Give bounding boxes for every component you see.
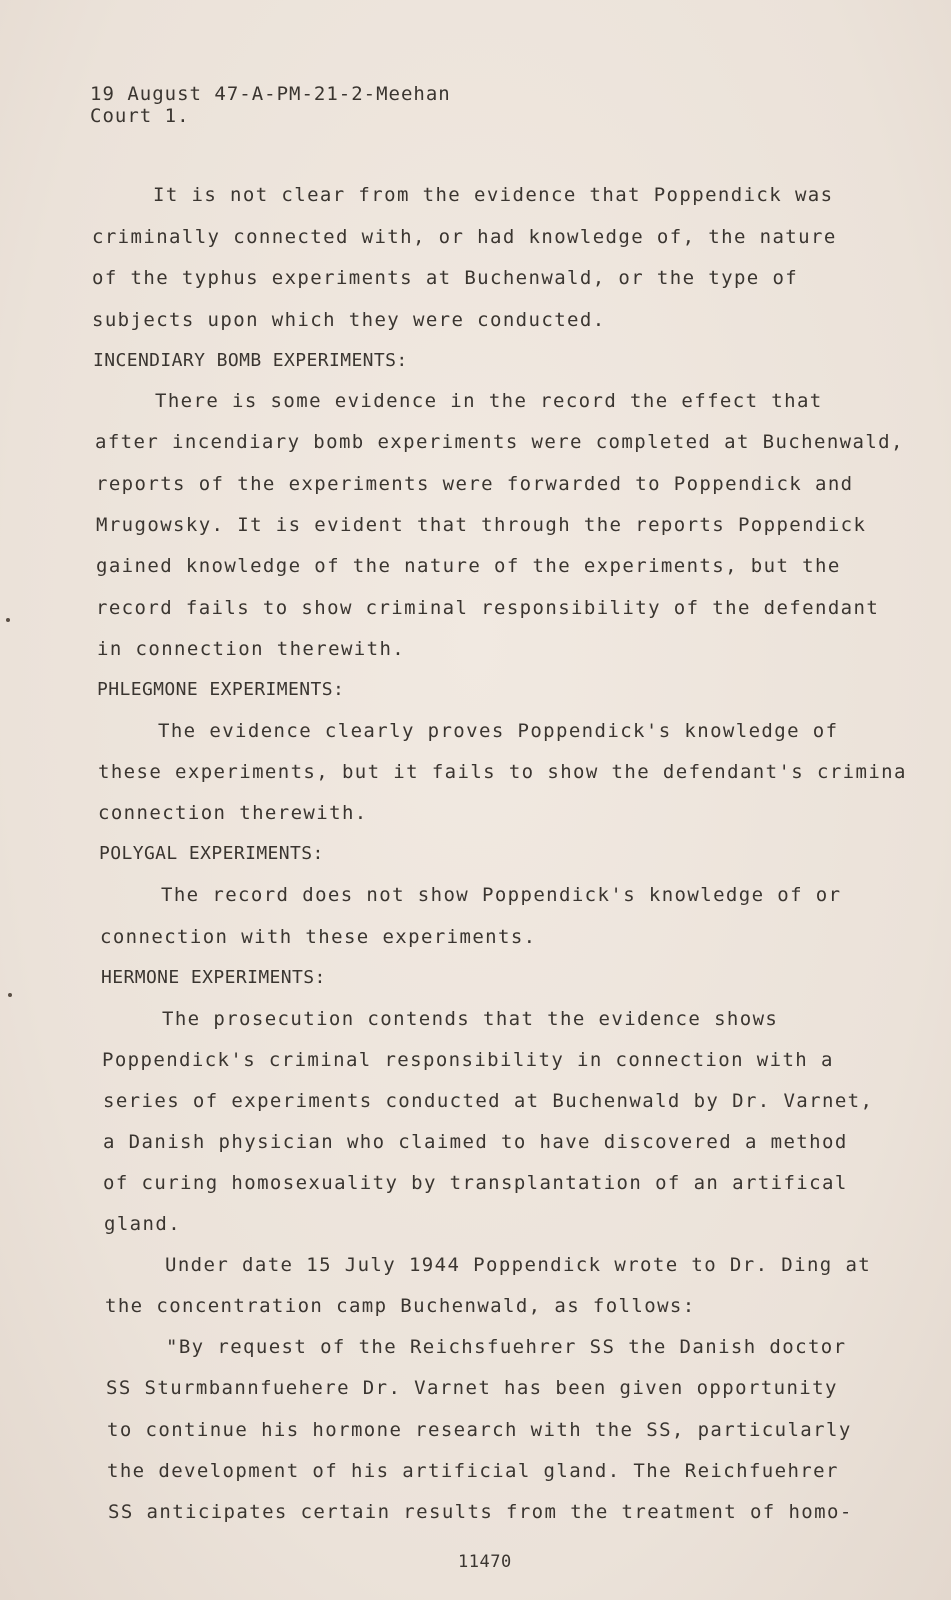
- body-line: these experiments, but it fails to show the defendant's crimina: [98, 761, 907, 783]
- body-line: SS anticipates certain results from the treatment of homo-: [108, 1501, 853, 1523]
- header-line-2: Court 1.: [90, 105, 190, 127]
- section-heading: HERMONE EXPERIMENTS:: [101, 967, 326, 988]
- section-heading: PHLEGMONE EXPERIMENTS:: [97, 679, 345, 700]
- body-line: The record does not show Poppendick's knowledge of or: [161, 884, 842, 906]
- body-line: connection therewith.: [98, 802, 368, 824]
- body-line: to continue his hormone research with the SS, particularly: [107, 1419, 852, 1441]
- body-line: the development of his artificial gland. The Reichfuehrer: [107, 1460, 839, 1482]
- body-line: There is some evidence in the record the effect that: [155, 390, 823, 412]
- body-line: in connection therewith.: [97, 638, 406, 660]
- page-number: 11470: [458, 1552, 512, 1572]
- body-line: of the typhus experiments at Buchenwald, or the type of: [92, 267, 799, 289]
- body-line: a Danish physician who claimed to have discovered a method: [103, 1131, 848, 1153]
- section-heading: POLYGAL EXPERIMENTS:: [99, 843, 324, 864]
- header-line-1: 19 August 47-A-PM-21-2-Meehan: [90, 83, 451, 105]
- body-line: criminally connected with, or had knowledge of, the nature: [92, 226, 837, 248]
- body-line: gained knowledge of the nature of the experiments, but the: [96, 555, 841, 577]
- body-line: record fails to show criminal responsibility of the defendant: [96, 597, 880, 619]
- body-line: The evidence clearly proves Poppendick's knowledge of: [158, 720, 839, 742]
- body-line: series of experiments conducted at Buchenwald by Dr. Varnet,: [103, 1090, 874, 1112]
- margin-mark: [8, 993, 12, 997]
- body-line: SS Sturmbannfuehere Dr. Varnet has been given opportunity: [106, 1377, 838, 1399]
- section-heading: INCENDIARY BOMB EXPERIMENTS:: [93, 350, 408, 371]
- body-line: subjects upon which they were conducted.: [92, 309, 606, 331]
- body-line: reports of the experiments were forwarded to Poppendick and: [96, 473, 854, 495]
- body-line: after incendiary bomb experiments were completed at Buchenwald,: [95, 431, 904, 453]
- body-line: "By request of the Reichsfuehrer SS the Danish doctor: [166, 1336, 847, 1358]
- body-line: Under date 15 July 1944 Poppendick wrote to Dr. Ding at: [165, 1254, 872, 1276]
- margin-mark: [6, 618, 10, 622]
- body-line: gland.: [104, 1213, 182, 1235]
- body-line: connection with these experiments.: [100, 926, 537, 948]
- body-line: It is not clear from the evidence that Poppendick was: [153, 184, 834, 206]
- body-line: Poppendick's criminal responsibility in connection with a: [102, 1049, 834, 1071]
- body-line: The prosecution contends that the evidence shows: [162, 1008, 779, 1030]
- body-line: the concentration camp Buchenwald, as follows:: [105, 1295, 696, 1317]
- body-line: Mrugowsky. It is evident that through the reports Poppendick: [96, 514, 867, 536]
- body-line: of curing homosexuality by transplantation of an artifical: [103, 1172, 848, 1194]
